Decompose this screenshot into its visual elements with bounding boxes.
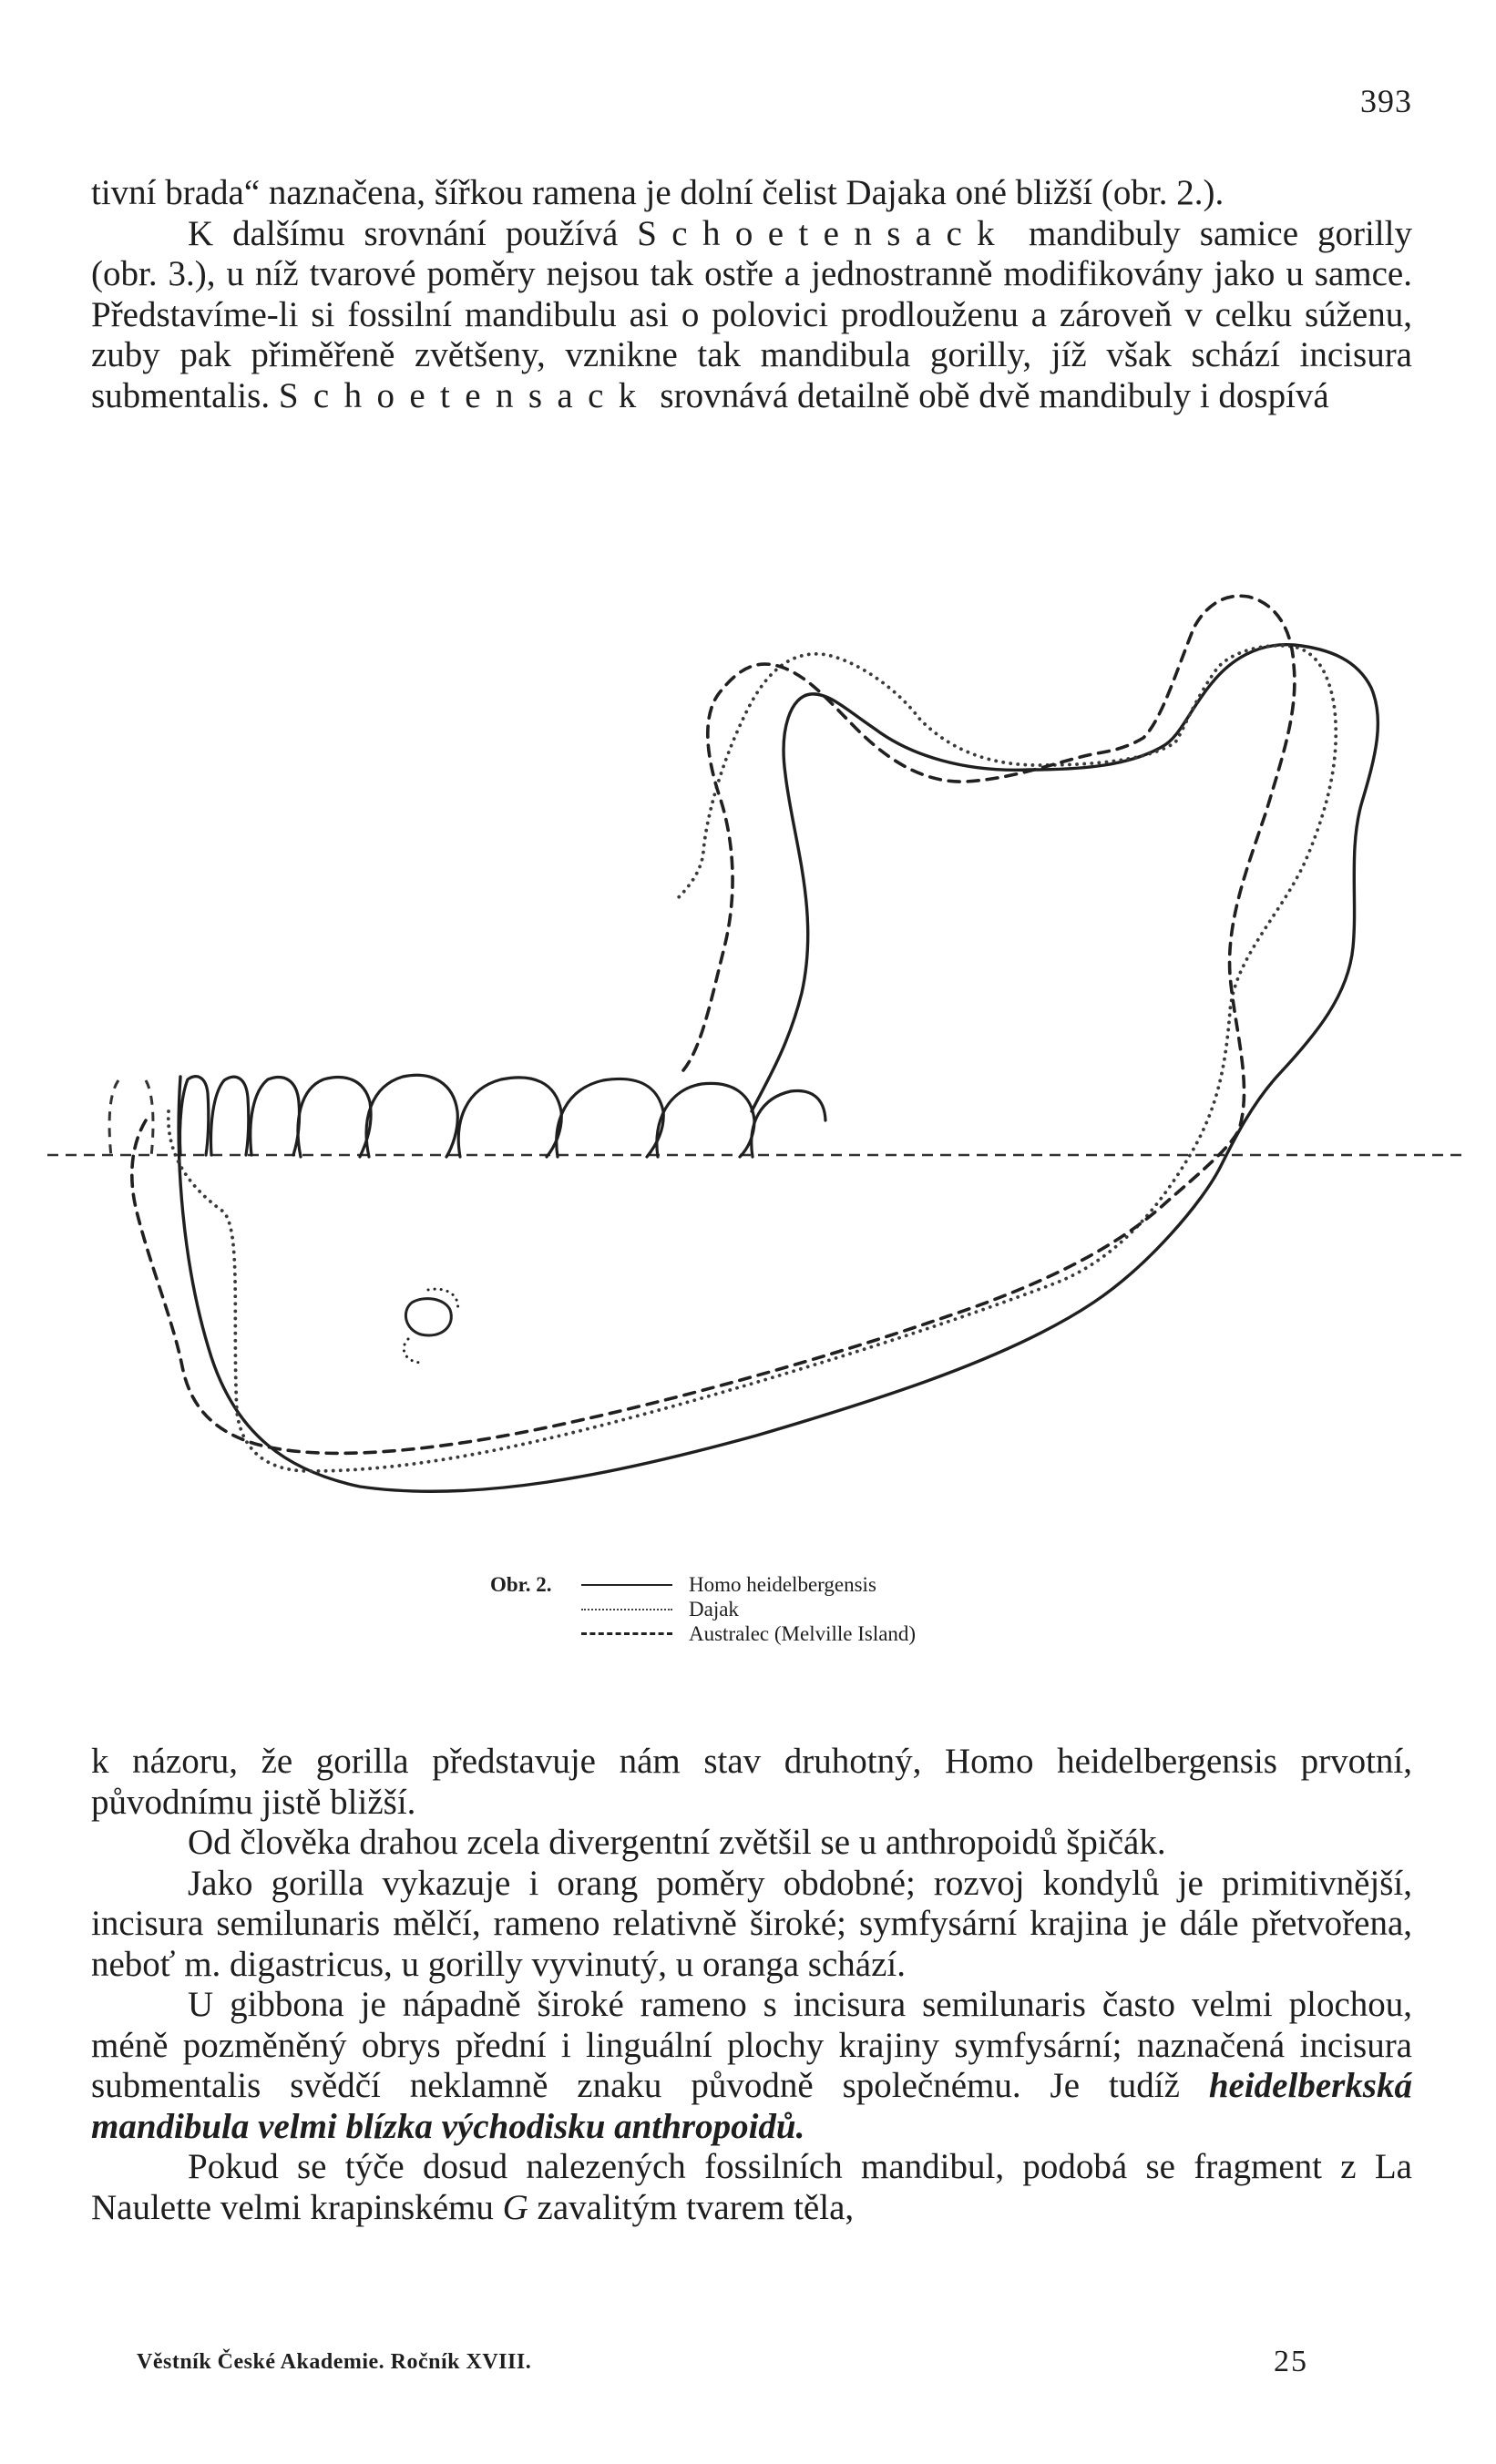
author-name: Schoetensack bbox=[637, 213, 1010, 253]
sheet-signature: 25 bbox=[1274, 2345, 1308, 2378]
mandible-comparison-figure bbox=[46, 574, 1467, 1649]
paragraph: Jako gorilla vykazuje i orang poměry obdobné; rozvoj kondylů je primitivnější, incisura semilunaris mělčí, rameno relativně široké; symfysární krajina je dále přetvořena, neboť m. digastricus, u gorilly vyvinutý, u oranga schází. bbox=[91, 1863, 1412, 1984]
legend-label: Dajak bbox=[689, 1598, 739, 1621]
legend-label: Homo heidelbergensis bbox=[689, 1573, 876, 1596]
text-run: srovnává detailně obě dvě mandibuly i dospívá bbox=[651, 375, 1329, 415]
teeth-row bbox=[179, 1075, 825, 1157]
outline-dajak bbox=[169, 646, 1336, 1471]
text-run: K dalšímu srovnání používá bbox=[188, 213, 638, 253]
legend-line-dashed bbox=[581, 1632, 672, 1635]
text-run: U gibbona je nápadně široké rameno s incisura semilunaris často velmi plochou, méně pozměněný obrys přední i linguální plochy krajiny symfysární; naznačená incisura submentalis svědčí neklamně znaku původně společnému. Je tudíž bbox=[91, 1985, 1412, 2105]
mental-foramen-marks bbox=[404, 1289, 457, 1363]
legend-label: Australec (Melville Island) bbox=[689, 1622, 917, 1645]
incisor-edge-marks bbox=[109, 1080, 153, 1157]
legend-row bbox=[490, 1621, 916, 1646]
legend-row bbox=[490, 1572, 916, 1597]
paragraph bbox=[91, 2147, 1412, 2228]
outline-homo-heidelbergensis bbox=[179, 645, 1378, 1492]
page-number: 393 bbox=[1360, 83, 1412, 119]
paragraph: Od člověka drahou zcela divergentní zvětšil se u anthropoidů špičák. bbox=[188, 1823, 1166, 1862]
paragraph: tivní brada“ naznačena, šířkou ramena je dolní čelist Dajaka oné bližší (obr. 2.). bbox=[91, 173, 1224, 212]
paragraph bbox=[91, 214, 1412, 417]
text-run: mandibuly samice gorilly (obr. 3.), u níž tvarové poměry nejsou tak ostře a jednostranně modifikovány jako u samce. Představíme-li si fossilní mandibulu asi o polovici prodlouženu a zároveň v celku súženu, zuby pak přiměřeně zvětšeny, vznikne tak mandibula gorilly, jíž však schází incisura submentalis. bbox=[91, 213, 1412, 415]
legend-line-solid bbox=[581, 1584, 672, 1586]
emphasis-text: heidelberkská mandibula velmi blízka východisku anthropoidů. bbox=[91, 2066, 1412, 2146]
outline-australec bbox=[132, 596, 1295, 1453]
paragraph: k názoru, že gorilla představuje nám stav druhotný, Homo heidelbergensis prvotní, původnímu jistě bližší. bbox=[91, 1742, 1412, 1822]
figure-label: Obr. 2. bbox=[490, 1573, 552, 1596]
journal-footer: Věstník České Akademie. Ročník XVIII. bbox=[137, 2350, 532, 2374]
text-run: Pokud se týče dosud nalezených fossilních mandibul, podobá se fragment z La Naulette velmi krapinskému bbox=[91, 2147, 1412, 2227]
text-bottom bbox=[91, 1742, 1412, 2228]
text-run: zavalitým tvarem těla, bbox=[528, 2187, 855, 2227]
paragraph bbox=[91, 1985, 1412, 2147]
emphasis-text: G bbox=[502, 2187, 528, 2227]
text-top bbox=[91, 173, 1412, 416]
legend-line-dotted bbox=[581, 1609, 672, 1610]
figure-caption bbox=[490, 1572, 916, 1646]
author-name: Schoetensack bbox=[278, 375, 651, 415]
legend-row bbox=[490, 1597, 916, 1621]
